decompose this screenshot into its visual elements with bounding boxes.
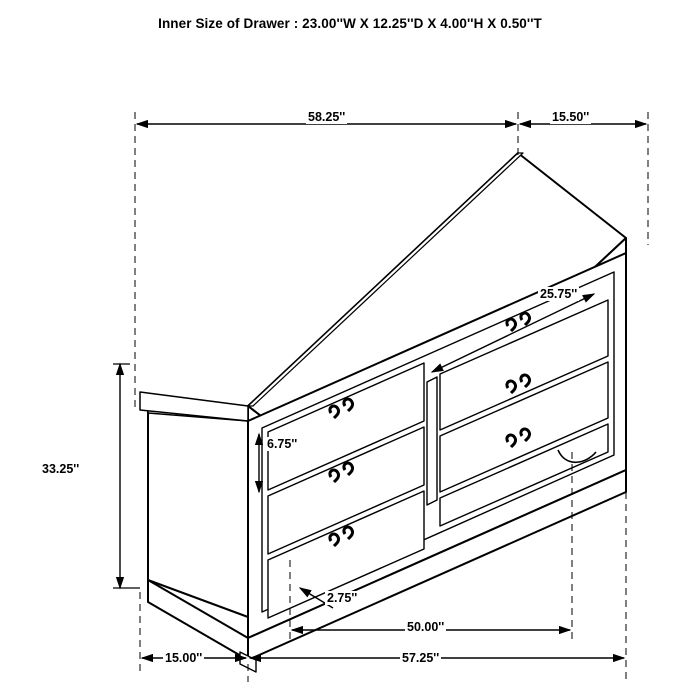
dim-drawer-front-width: 50.00'' xyxy=(407,620,445,634)
dim-bottom-depth: 15.00'' xyxy=(165,651,203,665)
dim-top-width-side: 15.50'' xyxy=(552,110,590,124)
dim-bottom-width: 57.25'' xyxy=(402,651,440,665)
dim-drawer-height: 6.75'' xyxy=(267,437,298,451)
dim-overall-height: 33.25'' xyxy=(42,462,80,476)
dim-base-height: 2.75'' xyxy=(327,591,358,605)
dim-diagonal-drawer: 25.75'' xyxy=(540,287,578,301)
page-title: Inner Size of Drawer : 23.00''W X 12.25''D X 4.00''H X 0.50''T xyxy=(158,16,542,31)
dim-top-width-front: 58.25'' xyxy=(308,110,346,124)
